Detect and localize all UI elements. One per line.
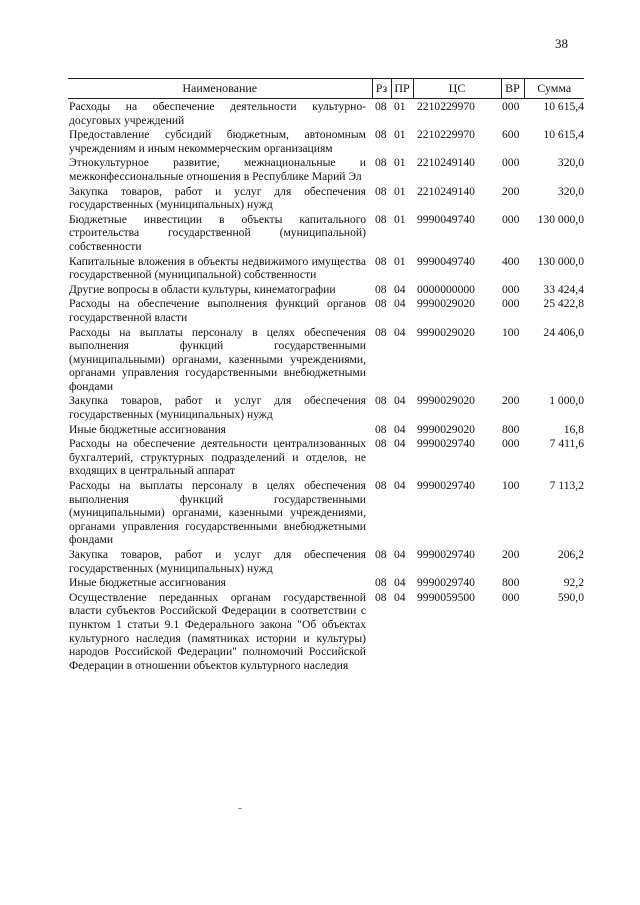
cell-sum: 33 424,4 [543, 282, 584, 296]
cell-sum: 10 615,4 [543, 100, 584, 113]
cell-name: Расходы на обеспечение деятельности централизованных бухгалтерий, структурных подразделений и отделов, не входящих в центральный аппарат [69, 437, 366, 478]
cell-pr: 04 [394, 325, 406, 339]
cell-rz: 08 [375, 254, 387, 268]
header-cs: ЦС [413, 79, 501, 99]
cell-rz: 08 [375, 590, 387, 604]
table-row [68, 393, 584, 421]
cell-rz: 08 [375, 282, 387, 296]
table-row [68, 282, 584, 297]
cell-rz: 08 [375, 212, 387, 226]
scan-mark [238, 808, 242, 809]
cell-name: Иные бюджетные ассигнования [69, 422, 226, 436]
cell-name: Иные бюджетные ассигнования [69, 576, 226, 590]
table-row [68, 212, 584, 254]
cell-cs: 9990029740 [417, 576, 475, 590]
table-row [68, 478, 584, 547]
cell-name: Расходы на обеспечение деятельности культурно-досуговых учреждений [69, 100, 366, 127]
table-row [68, 547, 584, 575]
cell-sum: 16,8 [563, 422, 584, 436]
cell-rz: 08 [375, 156, 387, 170]
cell-cs: 9990059500 [417, 590, 475, 604]
cell-cs: 9990029740 [417, 479, 475, 493]
table-row [68, 127, 584, 155]
table-row [68, 422, 584, 437]
cell-rz: 08 [375, 437, 387, 451]
cell-sum: 10 615,4 [543, 128, 584, 142]
cell-pr: 04 [394, 422, 406, 436]
cell-pr: 01 [394, 156, 406, 170]
cell-vr: 000 [502, 437, 520, 451]
cell-name: Предоставление субсидий бюджетным, автономным учреждениям и иным некоммерческим организациям [69, 128, 366, 155]
cell-rz: 08 [375, 548, 387, 561]
table-row [68, 254, 584, 282]
cell-vr: 600 [502, 128, 520, 142]
cell-vr: 200 [502, 394, 520, 408]
table-row [68, 325, 584, 394]
cell-sum: 320,0 [557, 156, 584, 170]
cell-pr: 04 [394, 479, 406, 493]
cell-name: Закупка товаров, работ и услуг для обеспечения государственных (муниципальных) нужд [69, 394, 366, 422]
cell-cs: 2210229970 [417, 128, 475, 142]
cell-rz: 08 [375, 128, 387, 142]
cell-pr: 01 [394, 100, 406, 113]
cell-pr: 01 [394, 212, 406, 226]
cell-pr: 04 [394, 394, 406, 408]
cell-rz: 08 [375, 576, 387, 590]
cell-cs: 9990049740 [417, 212, 475, 226]
cell-cs: 2210249140 [417, 156, 475, 170]
header-name: Наименование [68, 79, 372, 99]
cell-pr: 04 [394, 282, 406, 296]
cell-name: Расходы на обеспечение выполнения функций органов государственной власти [69, 297, 366, 324]
table-row [68, 575, 584, 590]
header-pr: ПР [391, 79, 413, 99]
cell-vr: 000 [502, 156, 520, 170]
cell-vr: 100 [502, 479, 520, 493]
cell-name: Закупка товаров, работ и услуг для обеспечения государственных (муниципальных) нужд [69, 184, 366, 212]
cell-rz: 08 [375, 184, 387, 198]
header-rz: Рз [372, 79, 391, 99]
cell-name: Осуществление переданных органам государственной власти субъектов Российской Федерации в соответствии с пунктом 1 статьи 9.1 Федерального закона "Об объектах культурного наследия (памятниках истории и культуры) народов Российской Федерации" полномочий Российской Федерации в отношении объектов культурного наследия [69, 590, 366, 672]
cell-rz: 08 [375, 325, 387, 339]
table-row [68, 436, 584, 478]
cell-cs: 9990029020 [417, 325, 475, 339]
cell-sum: 7 113,2 [549, 479, 584, 493]
cell-name: Расходы на выплаты персоналу в целях обеспечения выполнения функций государственными (муниципальными) органами, казенными учреждениями, органами управления государственными внебюджетными фондами [69, 325, 366, 393]
cell-vr: 000 [502, 297, 520, 311]
cell-sum: 130 000,0 [537, 212, 584, 226]
table-row [68, 590, 584, 673]
table-row [68, 296, 584, 324]
budget-table [68, 78, 584, 672]
table-body [68, 99, 584, 673]
cell-name: Бюджетные инвестиции в объекты капитального строительства государственной (муниципальной) собственности [69, 212, 366, 253]
cell-vr: 200 [502, 548, 520, 561]
cell-cs: 9990029020 [417, 297, 475, 311]
cell-vr: 800 [502, 422, 520, 436]
page-number: 38 [555, 36, 568, 51]
cell-pr: 04 [394, 437, 406, 451]
cell-sum: 25 422,8 [543, 297, 584, 311]
cell-vr: 000 [502, 212, 520, 226]
cell-cs: 2210229970 [417, 100, 475, 113]
cell-vr: 100 [502, 325, 520, 339]
cell-sum: 590,0 [557, 590, 584, 604]
cell-pr: 01 [394, 254, 406, 268]
cell-vr: 800 [502, 576, 520, 590]
cell-sum: 130 000,0 [537, 254, 584, 268]
cell-sum: 24 406,0 [543, 325, 584, 339]
cell-cs: 9990029020 [417, 394, 475, 408]
cell-rz: 08 [375, 100, 387, 113]
header-sum: Сумма [524, 79, 584, 99]
table-header-row [68, 79, 584, 99]
cell-sum: 1 000,0 [549, 394, 584, 408]
cell-rz: 08 [375, 394, 387, 408]
cell-pr: 04 [394, 590, 406, 604]
cell-name: Капитальные вложения в объекты недвижимого имущества государственной (муниципальной) собственности [69, 254, 366, 282]
table-row [68, 155, 584, 183]
cell-pr: 04 [394, 297, 406, 311]
cell-rz: 08 [375, 479, 387, 493]
cell-rz: 08 [375, 297, 387, 311]
cell-pr: 01 [394, 128, 406, 142]
cell-sum: 206,2 [557, 548, 584, 561]
cell-vr: 000 [502, 590, 520, 604]
cell-name: Этнокультурное развитие, межнациональные и межконфессиональные отношения в Республике Марий Эл [69, 156, 366, 183]
cell-name: Расходы на выплаты персоналу в целях обеспечения выполнения функций государственными (муниципальными) органами, казенными учреждениями, органами управления государственными внебюджетными фондами [69, 479, 366, 547]
cell-pr: 01 [394, 184, 406, 198]
cell-vr: 000 [502, 282, 520, 296]
cell-sum: 92,2 [563, 576, 584, 590]
cell-sum: 7 411,6 [549, 437, 584, 451]
table-row [68, 99, 584, 128]
table-row [68, 184, 584, 212]
cell-pr: 04 [394, 548, 406, 561]
cell-vr: 000 [502, 100, 520, 113]
cell-cs: 9990029740 [417, 437, 475, 451]
header-vr: ВР [501, 79, 524, 99]
cell-pr: 04 [394, 576, 406, 590]
cell-cs: 9990029740 [417, 548, 475, 561]
cell-vr: 400 [502, 254, 520, 268]
cell-cs: 9990049740 [417, 254, 475, 268]
cell-rz: 08 [375, 422, 387, 436]
cell-cs: 0000000000 [417, 282, 475, 296]
cell-vr: 200 [502, 184, 520, 198]
cell-cs: 2210249140 [417, 184, 475, 198]
cell-cs: 9990029020 [417, 422, 475, 436]
cell-sum: 320,0 [557, 184, 584, 198]
cell-name: Другие вопросы в области культуры, кинематографии [69, 282, 336, 296]
cell-name: Закупка товаров, работ и услуг для обеспечения государственных (муниципальных) нужд [69, 548, 366, 575]
